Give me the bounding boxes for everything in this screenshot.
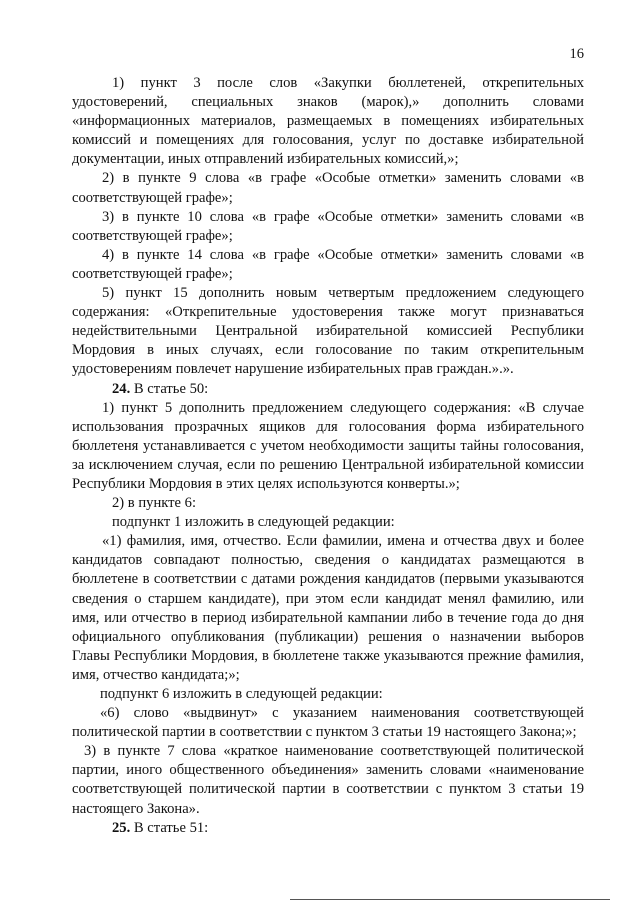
- paragraph-text: 2) в пункте 6:: [112, 495, 197, 512]
- paragraph-text: 1) пункт 3 после слов «Закупки бюллетеней, открепительных удостоверений, специальных знаков (марок),» дополнить словами «информационных материалов, размещаемых в помещениях избирательных комиссий и помещениях для голосования, услуг по доставке избирательной документации, иных отправлений избирательных комиссий,»;: [72, 75, 584, 168]
- paragraph-item-4: [72, 246, 584, 284]
- paragraph-text: 1) пункт 5 дополнить предложением следующего содержания: «В случае использования прозрачных ящиков для голосования форма избирательного бюллетеня устанавливается с учетом необходимости защиты тайны голосования, за исключением случая, если по решению Центральной избирательной комиссии Республики Мордовия в этих целях используются конверты.»;: [72, 399, 584, 492]
- article-title: В статье 50:: [130, 380, 209, 397]
- paragraph-item-5: [72, 284, 584, 379]
- paragraph-item-1: [72, 74, 584, 169]
- paragraph-text: 3) в пункте 7 слова «краткое наименование соответствующей политической партии, иного общественного объединения» заменить словами «наименование соответствующей политической партии в соответствии с пунктом 3 статьи 19 настоящего Закона».: [72, 743, 584, 817]
- article-heading-50: [72, 380, 584, 399]
- subparagraph-1-text: [72, 532, 584, 685]
- page-number: 16: [569, 46, 584, 62]
- paragraph-text: «1) фамилия, имя, отчество. Если фамилии, имена и отчества двух и более кандидатов совпадают полностью, сведения о кандидатах размещаются в бюллетене в соответствии с датами рождения кандидатов (первыми указываются сведения о старшем кандидате), при этом если кандидат менял фамилию, или имя, или отчество в период избирательной кампании либо в течение года до дня официального опубликования (публикации) решения о назначении выборов Главы Республики Мордовия, в бюллетене также указываются прежние фамилия, имя, отчество кандидата;»;: [72, 533, 584, 683]
- paragraph-text: «6) слово «выдвинут» с указанием наименования соответствующей политической партии в соответствии с пунктом 3 статьи 19 настоящего Закона;»;: [72, 705, 584, 741]
- subparagraph-6-text: [72, 704, 584, 742]
- article-number: 24.: [112, 380, 131, 397]
- paragraph-item-2: [72, 169, 584, 207]
- article-title: В статье 51:: [130, 819, 209, 836]
- document-body: [72, 74, 584, 838]
- paragraph-text: 5) пункт 15 дополнить новым четвертым предложением следующего содержания: «Открепительные удостоверения также могут признаваться недействительными Центральной избирательной комиссией Республики Мордовия в иных случаях, если голосование по таким открепительным удостоверениям повлечет нарушение избирательных прав граждан.».».: [72, 285, 584, 378]
- paragraph-text: 4) в пункте 14 слова «в графе «Особые отметки» заменить словами «в соответствующей графе»;: [72, 246, 584, 282]
- subparagraph-6-intro: [72, 685, 584, 704]
- paragraph-text: 2) в пункте 9 слова «в графе «Особые отметки» заменить словами «в соответствующей графе»;: [72, 170, 584, 206]
- paragraph-item-50-3: [72, 742, 584, 818]
- page-bottom-divider: [290, 899, 610, 900]
- paragraph-text: 3) в пункте 10 слова «в графе «Особые отметки» заменить словами «в соответствующей графе»;: [72, 208, 584, 244]
- paragraph-text: подпункт 1 изложить в следующей редакции:: [112, 514, 395, 531]
- article-heading-51: [72, 819, 584, 838]
- subparagraph-1-intro: [72, 513, 584, 532]
- article-number: 25.: [112, 819, 131, 836]
- paragraph-item-3: [72, 208, 584, 246]
- paragraph-item-50-1: [72, 399, 584, 494]
- paragraph-item-50-2: [72, 494, 584, 513]
- paragraph-text: подпункт 6 изложить в следующей редакции:: [100, 686, 383, 702]
